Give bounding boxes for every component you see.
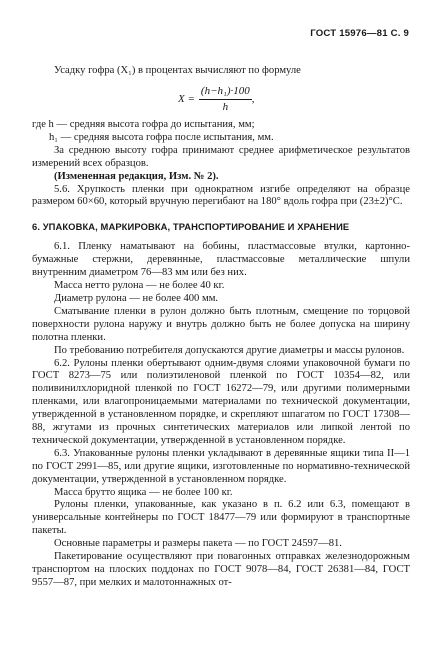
paragraph-6-1: 6.1. Пленку наматывают на бобины, пластмассовые втулки, картонно-бумажные стержни, деревянные, пластмассовые металлические шпули внутренним диаметром 76—83 мм или без них. bbox=[32, 241, 410, 279]
paragraph-packeting: Пакетирование осуществляют при повагонных отправках железнодорожным транспортом на плоских поддонах по ГОСТ 9078—84, ГОСТ 26381—84, ГОСТ 9557—87, при мелких и малотоннажных от- bbox=[32, 551, 410, 588]
paragraph-packet-params: Основные параметры и размеры пакета — по ГОСТ 24597—81. bbox=[54, 538, 342, 550]
paragraph-5-6: 5.6. Хрупкость пленки при однократном изгибе определяют на образце размером 60×60, который вручную перегибают на 180° вдоль гофра при (23±2)°С. bbox=[32, 183, 410, 208]
formula-lhs: X = bbox=[178, 92, 195, 105]
where-line-2: h₁ — средняя высота гофра после испытания, мм. bbox=[49, 131, 274, 143]
formula-fraction bbox=[199, 85, 252, 114]
intro-line: Усадку гофра (X₁) в процентах вычисляют по формуле bbox=[54, 65, 301, 76]
paragraph-6-3: 6.3. Упакованные рулоны пленки укладывают в деревянные ящики типа II—1 по ГОСТ 2991—85, или другие ящики, изготовленные по нормативно-технической документации, утвержденной в установленном порядке. bbox=[32, 447, 410, 485]
formula-numerator: (h−h₁)·100 bbox=[199, 85, 252, 100]
paragraph-6-2: 6.2. Рулоны пленки обертывают одним-двумя слоями упаковочной бумаги по ГОСТ 8273—75 или полиэтиленовой пленкой по ГОСТ 10354—82, или поливинилхлоридной пленкой по ГОСТ 16272—79, или другими полимерными пленками, или влагопроницаемыми материалами по технической документации, утвержденной в установленном порядке, и скрепляют шпагатом по ГОСТ 17308—88, жгутами из прочных синтетических материалов или липкой лентой по технической документации, утвержденной в установленном порядке. bbox=[32, 357, 410, 446]
section-title: 6. УПАКОВКА, МАРКИРОВКА, ТРАНСПОРТИРОВАНИЕ И ХРАНЕНИЕ bbox=[32, 221, 350, 233]
paragraph-containers: Рулоны пленки, упакованные, как указано в п. 6.2 или 6.3, помещают в универсальные контейнеры по ГОСТ 18477—79 или формируют в транспортные пакеты. bbox=[32, 499, 410, 537]
formula bbox=[178, 85, 254, 114]
result-paragraph: За среднюю высоту гофра принимают среднее арифметическое результатов измерений всех образцов. bbox=[32, 144, 410, 169]
paragraph-customer: По требованию потребителя допускаются другие диаметры и массы рулонов. bbox=[54, 344, 405, 356]
where-line-1: где h — средняя высота гофра до испытания, мм; bbox=[32, 119, 255, 130]
formula-end: , bbox=[251, 92, 255, 105]
formula-row bbox=[32, 81, 410, 117]
paragraph-diameter: Диаметр рулона — не более 400 мм. bbox=[54, 292, 219, 304]
edit-note: (Измененная редакция, Изм. № 2). bbox=[54, 170, 219, 182]
paragraph-gross-mass: Масса брутто ящика — не более 100 кг. bbox=[54, 486, 233, 498]
page-header: ГОСТ 15976—81 С. 9 bbox=[310, 28, 409, 39]
paragraph-net-mass: Масса нетто рулона — не более 40 кг. bbox=[54, 280, 225, 292]
page-content bbox=[32, 66, 410, 590]
formula-denominator: h bbox=[222, 100, 229, 113]
paragraph-winding: Сматывание пленки в рулон должно быть плотным, смещение по торцовой поверхности рулона наружу и внутрь должно быть не более допуска на ширину полотна пленки. bbox=[32, 305, 410, 343]
